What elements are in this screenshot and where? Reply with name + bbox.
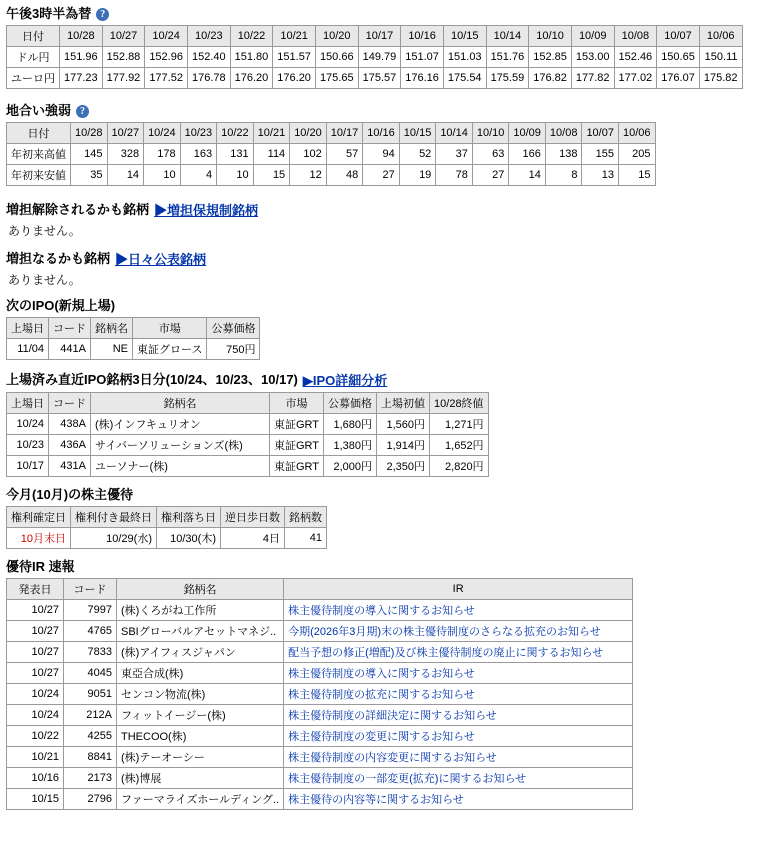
cell-ir-link[interactable]: 今期(2026年3月期)末の株主優待制度のさらなる拡充のお知らせ bbox=[284, 621, 633, 642]
cell: 152.85 bbox=[529, 47, 572, 68]
zoutan-kaijo-note: ありません。 bbox=[8, 224, 81, 238]
cell: 102 bbox=[290, 144, 327, 165]
col-header: コード bbox=[49, 393, 91, 414]
cell-name: SBIグローバルアセットマネジ.. bbox=[117, 621, 284, 642]
cell: 176.20 bbox=[230, 68, 273, 89]
cell: 19 bbox=[399, 165, 436, 186]
cell-code: 212A bbox=[64, 705, 117, 726]
cell: 150.11 bbox=[699, 47, 742, 68]
cell: 177.92 bbox=[102, 68, 145, 89]
strength-section-title bbox=[6, 103, 765, 119]
ir-title bbox=[6, 559, 765, 575]
cell-date: 10/27 bbox=[7, 642, 64, 663]
col-header: 日付 bbox=[7, 123, 71, 144]
cell-code: 438A bbox=[49, 414, 91, 435]
cell-date: 10/24 bbox=[7, 414, 49, 435]
col-header: 公募価格 bbox=[207, 318, 260, 339]
col-header: 銘柄名 bbox=[91, 393, 270, 414]
cell-ir-link[interactable]: 配当予想の修正(増配)及び株主優待制度の廃止に関するお知らせ bbox=[284, 642, 633, 663]
cell: 177.52 bbox=[145, 68, 188, 89]
cell-code: 436A bbox=[49, 435, 91, 456]
cell-first-price: 1,914円 bbox=[377, 435, 430, 456]
cell: 27 bbox=[472, 165, 509, 186]
strength-title-text: 地合い強弱 bbox=[6, 103, 72, 118]
ir-title-text: 優待IR 速報 bbox=[6, 559, 75, 574]
col-header: 銘柄名 bbox=[91, 318, 133, 339]
col-header: 10/21 bbox=[273, 26, 316, 47]
cell: 35 bbox=[71, 165, 108, 186]
fx-table bbox=[6, 25, 743, 89]
zoutan-hoshou-link[interactable]: ▶増担保規制銘柄 bbox=[154, 203, 259, 218]
cell: 138 bbox=[545, 144, 582, 165]
col-header: 10/28 bbox=[71, 123, 108, 144]
table-row bbox=[7, 621, 633, 642]
col-header: 10/23 bbox=[187, 26, 230, 47]
table-row bbox=[7, 600, 633, 621]
cell-date: 11/04 bbox=[7, 339, 49, 360]
table-row bbox=[7, 642, 633, 663]
cell-name: ユーソナー(株) bbox=[91, 456, 270, 477]
col-header: IR bbox=[284, 579, 633, 600]
cell: 10 bbox=[217, 165, 254, 186]
fx-title-text: 午後3時半為替 bbox=[6, 6, 92, 21]
ir-table bbox=[6, 578, 633, 810]
cell-first-price: 2,350円 bbox=[377, 456, 430, 477]
table-header-row bbox=[7, 579, 633, 600]
cell: 176.82 bbox=[529, 68, 572, 89]
cell: 14 bbox=[509, 165, 546, 186]
cell-record-date: 10月末日 bbox=[7, 528, 71, 549]
col-header: 10/21 bbox=[253, 123, 290, 144]
cell: 151.57 bbox=[273, 47, 316, 68]
table-header-row bbox=[7, 507, 327, 528]
col-header: 権利付き最終日 bbox=[71, 507, 157, 528]
cell-name: (株)博展 bbox=[117, 768, 284, 789]
fx-section bbox=[6, 6, 765, 89]
cell-ir-link[interactable]: 株主優待の内容等に関するお知らせ bbox=[284, 789, 633, 810]
cell-ir-link[interactable]: 株主優待制度の導入に関するお知らせ bbox=[284, 600, 633, 621]
zoutan-naru-section bbox=[6, 249, 765, 288]
cell-first-price: 1,560円 bbox=[377, 414, 430, 435]
cell: 175.57 bbox=[358, 68, 401, 89]
table-row bbox=[7, 414, 489, 435]
col-header: 上場日 bbox=[7, 318, 49, 339]
cell-offer-price: 1,680円 bbox=[324, 414, 377, 435]
col-header: 10/10 bbox=[472, 123, 509, 144]
table-row bbox=[7, 68, 743, 89]
ipo-analysis-link[interactable]: ▶IPO詳細分析 bbox=[302, 373, 388, 388]
cell-date: 10/17 bbox=[7, 456, 49, 477]
col-header: 10/06 bbox=[618, 123, 655, 144]
cell-count: 41 bbox=[285, 528, 327, 549]
cell: 151.80 bbox=[230, 47, 273, 68]
cell-name: THECOO(株) bbox=[117, 726, 284, 747]
col-header: 10/17 bbox=[358, 26, 401, 47]
cell: 8 bbox=[545, 165, 582, 186]
col-header: 10/22 bbox=[230, 26, 273, 47]
col-header: 10/14 bbox=[486, 26, 529, 47]
cell-offer-price: 750円 bbox=[207, 339, 260, 360]
col-header: 上場日 bbox=[7, 393, 49, 414]
cell-date: 10/16 bbox=[7, 768, 64, 789]
table-row bbox=[7, 747, 633, 768]
cell: 152.40 bbox=[187, 47, 230, 68]
cell-name: (株)アイフィスジャパン bbox=[117, 642, 284, 663]
cell: 52 bbox=[399, 144, 436, 165]
cell: 14 bbox=[107, 165, 144, 186]
strength-section bbox=[6, 103, 765, 186]
table-header-row bbox=[7, 318, 260, 339]
yutai-table bbox=[6, 506, 327, 549]
cell-offer-price: 2,000円 bbox=[324, 456, 377, 477]
help-icon[interactable]: ? bbox=[76, 105, 89, 118]
next-ipo-table bbox=[6, 317, 260, 360]
cell: 151.07 bbox=[401, 47, 444, 68]
cell: 10 bbox=[144, 165, 181, 186]
cell-code: 7833 bbox=[64, 642, 117, 663]
cell-name: (株)テーオーシー bbox=[117, 747, 284, 768]
cell-date: 10/24 bbox=[7, 705, 64, 726]
cell: 152.96 bbox=[145, 47, 188, 68]
zoutan-naru-note: ありません。 bbox=[8, 273, 81, 287]
table-header-row bbox=[7, 123, 656, 144]
cell-date: 10/24 bbox=[7, 684, 64, 705]
cell-date: 10/23 bbox=[7, 435, 49, 456]
cell-date: 10/22 bbox=[7, 726, 64, 747]
col-header: 10/22 bbox=[217, 123, 254, 144]
cell-ir-link[interactable]: 株主優待制度の拡充に関するお知らせ bbox=[284, 684, 633, 705]
cell: 152.88 bbox=[102, 47, 145, 68]
cell-ir-link[interactable]: 株主優待制度の変更に関するお知らせ bbox=[284, 726, 633, 747]
cell-name: フィットイージー(株) bbox=[117, 705, 284, 726]
col-header: 10/07 bbox=[657, 26, 700, 47]
yutai-section bbox=[6, 487, 765, 549]
col-header: 10/28終値 bbox=[430, 393, 489, 414]
cell-code: 8841 bbox=[64, 747, 117, 768]
col-header: 10/14 bbox=[436, 123, 473, 144]
next-ipo-section bbox=[6, 298, 765, 360]
cell-code: 441A bbox=[49, 339, 91, 360]
cell: 152.46 bbox=[614, 47, 657, 68]
ir-section bbox=[6, 559, 765, 810]
cell-name: ファーマライズホールディング.. bbox=[117, 789, 284, 810]
cell-date: 10/21 bbox=[7, 747, 64, 768]
col-header: 10/23 bbox=[180, 123, 217, 144]
zoutan-kaijo-title bbox=[6, 200, 765, 219]
table-row bbox=[7, 528, 327, 549]
col-header: 銘柄数 bbox=[285, 507, 327, 528]
col-header: 10/07 bbox=[582, 123, 619, 144]
cell-code: 9051 bbox=[64, 684, 117, 705]
cell-offer-price: 1,380円 bbox=[324, 435, 377, 456]
hibi-kouhyou-link[interactable]: ▶日々公表銘柄 bbox=[115, 252, 207, 267]
cell: 57 bbox=[326, 144, 363, 165]
cell: 145 bbox=[71, 144, 108, 165]
cell-name: NE bbox=[91, 339, 133, 360]
cell: 328 bbox=[107, 144, 144, 165]
table-row bbox=[7, 726, 633, 747]
table-row bbox=[7, 789, 633, 810]
cell-close-price: 1,271円 bbox=[430, 414, 489, 435]
table-row bbox=[7, 165, 656, 186]
cell: 176.78 bbox=[187, 68, 230, 89]
cell-date: 10/27 bbox=[7, 663, 64, 684]
cell: 178 bbox=[144, 144, 181, 165]
cell: 15 bbox=[618, 165, 655, 186]
spacer bbox=[6, 95, 765, 103]
col-header: 10/24 bbox=[145, 26, 188, 47]
cell-name: (株)くろがね工作所 bbox=[117, 600, 284, 621]
cell: 150.66 bbox=[315, 47, 358, 68]
col-header: 市場 bbox=[133, 318, 207, 339]
cell-name: 東亞合成(株) bbox=[117, 663, 284, 684]
cell-date: 10/15 bbox=[7, 789, 64, 810]
cell: 151.96 bbox=[60, 47, 103, 68]
done-ipo-table bbox=[6, 392, 489, 477]
table-row bbox=[7, 435, 489, 456]
cell: 94 bbox=[363, 144, 400, 165]
col-header: 10/24 bbox=[144, 123, 181, 144]
fx-section-title bbox=[6, 6, 765, 22]
cell-date: 10/27 bbox=[7, 600, 64, 621]
col-header: 10/17 bbox=[326, 123, 363, 144]
spacer bbox=[6, 192, 765, 200]
cell-close-price: 1,652円 bbox=[430, 435, 489, 456]
cell-days: 4日 bbox=[221, 528, 285, 549]
cell: 153.00 bbox=[571, 47, 614, 68]
cell: 176.07 bbox=[657, 68, 700, 89]
col-header: 10/10 bbox=[529, 26, 572, 47]
zoutan-naru-title bbox=[6, 249, 765, 268]
cell: 177.02 bbox=[614, 68, 657, 89]
col-header: 10/09 bbox=[509, 123, 546, 144]
cell: 63 bbox=[472, 144, 509, 165]
yutai-title bbox=[6, 487, 765, 503]
cell: 177.82 bbox=[571, 68, 614, 89]
cell: 131 bbox=[217, 144, 254, 165]
col-header: 上場初値 bbox=[377, 393, 430, 414]
col-header: 日付 bbox=[7, 26, 60, 47]
cell: 78 bbox=[436, 165, 473, 186]
col-header: 10/28 bbox=[60, 26, 103, 47]
col-header: 権利確定日 bbox=[7, 507, 71, 528]
cell-ir-link[interactable]: 株主優待制度の導入に関するお知らせ bbox=[284, 663, 633, 684]
col-header: 10/27 bbox=[102, 26, 145, 47]
col-header: コード bbox=[49, 318, 91, 339]
table-row bbox=[7, 663, 633, 684]
cell: 175.59 bbox=[486, 68, 529, 89]
cell: 177.23 bbox=[60, 68, 103, 89]
col-header: 10/06 bbox=[699, 26, 742, 47]
cell: 175.82 bbox=[699, 68, 742, 89]
col-header: 権利落ち日 bbox=[157, 507, 221, 528]
cell: 166 bbox=[509, 144, 546, 165]
table-header-row bbox=[7, 393, 489, 414]
col-header: 10/16 bbox=[401, 26, 444, 47]
col-header: コード bbox=[64, 579, 117, 600]
next-ipo-title-text: 次のIPO(新規上場) bbox=[6, 298, 116, 313]
cell-ex-day: 10/30(木) bbox=[157, 528, 221, 549]
row-label: ユーロ円 bbox=[7, 68, 60, 89]
table-row bbox=[7, 684, 633, 705]
table-row bbox=[7, 768, 633, 789]
col-header: 10/15 bbox=[443, 26, 486, 47]
cell-code: 4255 bbox=[64, 726, 117, 747]
cell-ir-link[interactable]: 株主優待制度の内容変更に関するお知らせ bbox=[284, 747, 633, 768]
col-header: 発表日 bbox=[7, 579, 64, 600]
row-label: 年初来高値 bbox=[7, 144, 71, 165]
cell-market: 東証GRT bbox=[270, 414, 324, 435]
table-row bbox=[7, 144, 656, 165]
cell: 151.03 bbox=[443, 47, 486, 68]
cell: 4 bbox=[180, 165, 217, 186]
col-header: 市場 bbox=[270, 393, 324, 414]
table-header-row bbox=[7, 26, 743, 47]
zoutan-naru-title-text: 増担なるかも銘柄 bbox=[6, 250, 111, 266]
col-header: 10/16 bbox=[363, 123, 400, 144]
col-header: 公募価格 bbox=[324, 393, 377, 414]
done-ipo-title-text: 上場済み直近IPO銘柄3日分(10/24、10/23、10/17) bbox=[6, 371, 298, 387]
col-header: 銘柄名 bbox=[117, 579, 284, 600]
cell: 151.76 bbox=[486, 47, 529, 68]
next-ipo-title bbox=[6, 298, 765, 314]
cell-code: 2173 bbox=[64, 768, 117, 789]
table-row bbox=[7, 456, 489, 477]
table-row bbox=[7, 47, 743, 68]
row-label: 年初来安値 bbox=[7, 165, 71, 186]
cell: 150.65 bbox=[657, 47, 700, 68]
zoutan-kaijo-section bbox=[6, 200, 765, 239]
cell: 37 bbox=[436, 144, 473, 165]
cell: 176.20 bbox=[273, 68, 316, 89]
cell: 163 bbox=[180, 144, 217, 165]
cell-code: 431A bbox=[49, 456, 91, 477]
cell-close-price: 2,820円 bbox=[430, 456, 489, 477]
help-icon[interactable]: ? bbox=[96, 8, 109, 21]
table-row bbox=[7, 339, 260, 360]
cell-code: 4765 bbox=[64, 621, 117, 642]
table-row bbox=[7, 705, 633, 726]
col-header: 10/08 bbox=[545, 123, 582, 144]
cell: 27 bbox=[363, 165, 400, 186]
cell: 205 bbox=[618, 144, 655, 165]
row-label: ドル円 bbox=[7, 47, 60, 68]
cell: 175.65 bbox=[315, 68, 358, 89]
done-ipo-title bbox=[6, 370, 765, 389]
col-header: 10/20 bbox=[290, 123, 327, 144]
cell-name: センコン物流(株) bbox=[117, 684, 284, 705]
cell-date: 10/27 bbox=[7, 621, 64, 642]
cell: 48 bbox=[326, 165, 363, 186]
col-header: 10/27 bbox=[107, 123, 144, 144]
yutai-title-text: 今月(10月)の株主優待 bbox=[6, 487, 134, 502]
col-header: 10/09 bbox=[571, 26, 614, 47]
col-header: 10/20 bbox=[315, 26, 358, 47]
cell-market: 東証GRT bbox=[270, 435, 324, 456]
cell-ir-link[interactable]: 株主優待制度の一部変更(拡充)に関するお知らせ bbox=[284, 768, 633, 789]
cell: 15 bbox=[253, 165, 290, 186]
cell: 175.54 bbox=[443, 68, 486, 89]
col-header: 10/15 bbox=[399, 123, 436, 144]
col-header: 10/08 bbox=[614, 26, 657, 47]
col-header: 逆日歩日数 bbox=[221, 507, 285, 528]
done-ipo-section bbox=[6, 370, 765, 477]
cell: 114 bbox=[253, 144, 290, 165]
cell-code: 2796 bbox=[64, 789, 117, 810]
cell-code: 4045 bbox=[64, 663, 117, 684]
zoutan-kaijo-title-text: 増担解除されるかも銘柄 bbox=[6, 201, 150, 217]
cell-last-day: 10/29(水) bbox=[71, 528, 157, 549]
cell: 149.79 bbox=[358, 47, 401, 68]
cell-ir-link[interactable]: 株主優待制度の詳細決定に関するお知らせ bbox=[284, 705, 633, 726]
cell: 13 bbox=[582, 165, 619, 186]
cell-name: サイバーソリューションズ(株) bbox=[91, 435, 270, 456]
cell-market: 東証GRT bbox=[270, 456, 324, 477]
cell: 12 bbox=[290, 165, 327, 186]
cell-market: 東証グロース bbox=[133, 339, 207, 360]
cell-name: (株)インフキュリオン bbox=[91, 414, 270, 435]
cell: 176.16 bbox=[401, 68, 444, 89]
strength-table bbox=[6, 122, 656, 186]
cell: 155 bbox=[582, 144, 619, 165]
cell-code: 7997 bbox=[64, 600, 117, 621]
